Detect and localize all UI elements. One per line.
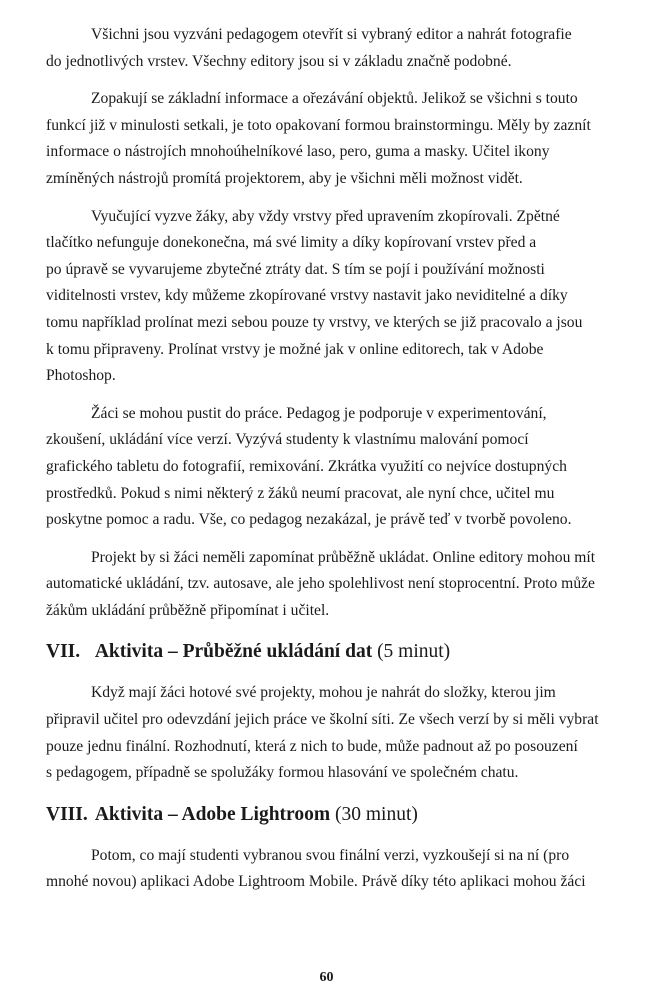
text-line: do jednotlivých vrstev. Všechny editory jsou si v základu značně podobné.	[46, 52, 512, 70]
text-line: po úpravě se vyvarujeme zbytečné ztráty dat. S tím se pojí i používání možnosti	[46, 260, 545, 278]
paragraph-student-work	[46, 401, 612, 534]
text-line: Když mají žáci hotové své projekty, mohou je nahrát do složky, kterou jim	[91, 684, 556, 702]
page-number: 60	[319, 970, 334, 985]
section-title: Aktivita – Průběžné ukládání dat	[94, 641, 373, 663]
text-line: Zopakují se základní informace a ořezávání objektů. Jelikož se všichni s touto	[91, 90, 578, 108]
section-heading-vii	[46, 639, 612, 665]
section-heading-viii	[46, 802, 612, 828]
text-line: zmíněných nástrojů promítá projektorem, aby je všichni měli možnost vidět.	[46, 169, 523, 187]
text-line: tlačítko nefunguje donekonečna, má své limity a díky kopírovaní vrstev před a	[46, 234, 537, 252]
text-line: informace o nástrojích mnohoúhelníkové laso, pero, guma a masky. Učitel ikony	[46, 143, 550, 161]
text-line: pouze jednu finální. Rozhodnutí, která z nich to bude, může padnout až po posouzení	[46, 737, 578, 755]
section-duration: (30 minut)	[334, 803, 418, 825]
paragraph-editor-intro	[46, 22, 612, 75]
text-line: k tomu připraveny. Prolínat vrstvy je možné jak v online editorech, tak v Adobe	[46, 340, 544, 358]
section-duration: (5 minut)	[377, 641, 451, 663]
paragraph-layer-copying	[46, 204, 612, 390]
text-line: Potom, co mají studenti vybranou svou finální verzi, vyzkoušejí si na ní (pro	[91, 846, 570, 864]
text-line: grafického tabletu do fotografií, remixování. Zkrátka využití co nejvíce dostupných	[46, 457, 567, 475]
text-line: prostředků. Pokud s nimi některý z žáků neumí pracovat, ale nyní chce, učitel mu	[46, 484, 555, 502]
paragraph-cropping-review	[46, 86, 612, 192]
text-line: tomu například prolínat mezi sebou pouze ty vrstvy, ve kterých se již pracovalo a jsou	[46, 313, 583, 331]
text-line: automatické ukládání, tzv. autosave, ale jeho spolehlivost není stoprocentní. Proto může	[46, 575, 595, 593]
text-line: Všichni jsou vyzváni pedagogem otevřít si vybraný editor a nahrát fotografie	[91, 26, 572, 43]
paragraph-final-submission	[46, 680, 612, 786]
section-number: VIII.	[46, 803, 88, 825]
text-line: funkcí již v minulosti setkali, je toto opakovaní formou brainstormingu. Měly by zaznít	[46, 116, 591, 134]
text-line: s pedagogem, případně se spolužáky formou hlasování ve společném chatu.	[46, 764, 519, 782]
text-line: Projekt by si žáci neměli zapomínat průběžně ukládat. Online editory mohou mít	[91, 548, 596, 566]
section-number: VII.	[46, 641, 81, 663]
text-line: Photoshop.	[46, 367, 116, 385]
text-line: Žáci se mohou pustit do práce. Pedagog je podporuje v experimentování,	[91, 404, 547, 422]
text-line: žákům ukládání průběžně připomínat i učitel.	[46, 601, 330, 619]
document-page	[46, 22, 612, 896]
text-line: zkoušení, ukládání více verzí. Vyzývá studenty k vlastnímu malování pomocí	[46, 431, 529, 449]
text-line: mnohé novou) aplikaci Adobe Lightroom Mobile. Právě díky této aplikaci mohou žáci	[46, 873, 586, 891]
text-line: Vyučující vyzve žáky, aby vždy vrstvy před upravením zkopírovali. Zpětné	[91, 207, 560, 225]
text-line: připravil učitel pro odevzdání jejich práce ve školní síti. Ze všech verzí by si měli vybrat	[46, 711, 599, 729]
text-line: poskytne pomoc a radu. Vše, co pedagog nezakázal, je právě teď v tvorbě povoleno.	[46, 511, 572, 529]
section-title: Aktivita – Adobe Lightroom	[94, 803, 331, 825]
text-line: viditelnosti vrstev, kdy můžeme zkopírované vrstvy nastavit jako neviditelné a díky	[46, 287, 568, 305]
paragraph-saving-progress	[46, 545, 612, 625]
paragraph-lightroom-intro	[46, 843, 612, 896]
